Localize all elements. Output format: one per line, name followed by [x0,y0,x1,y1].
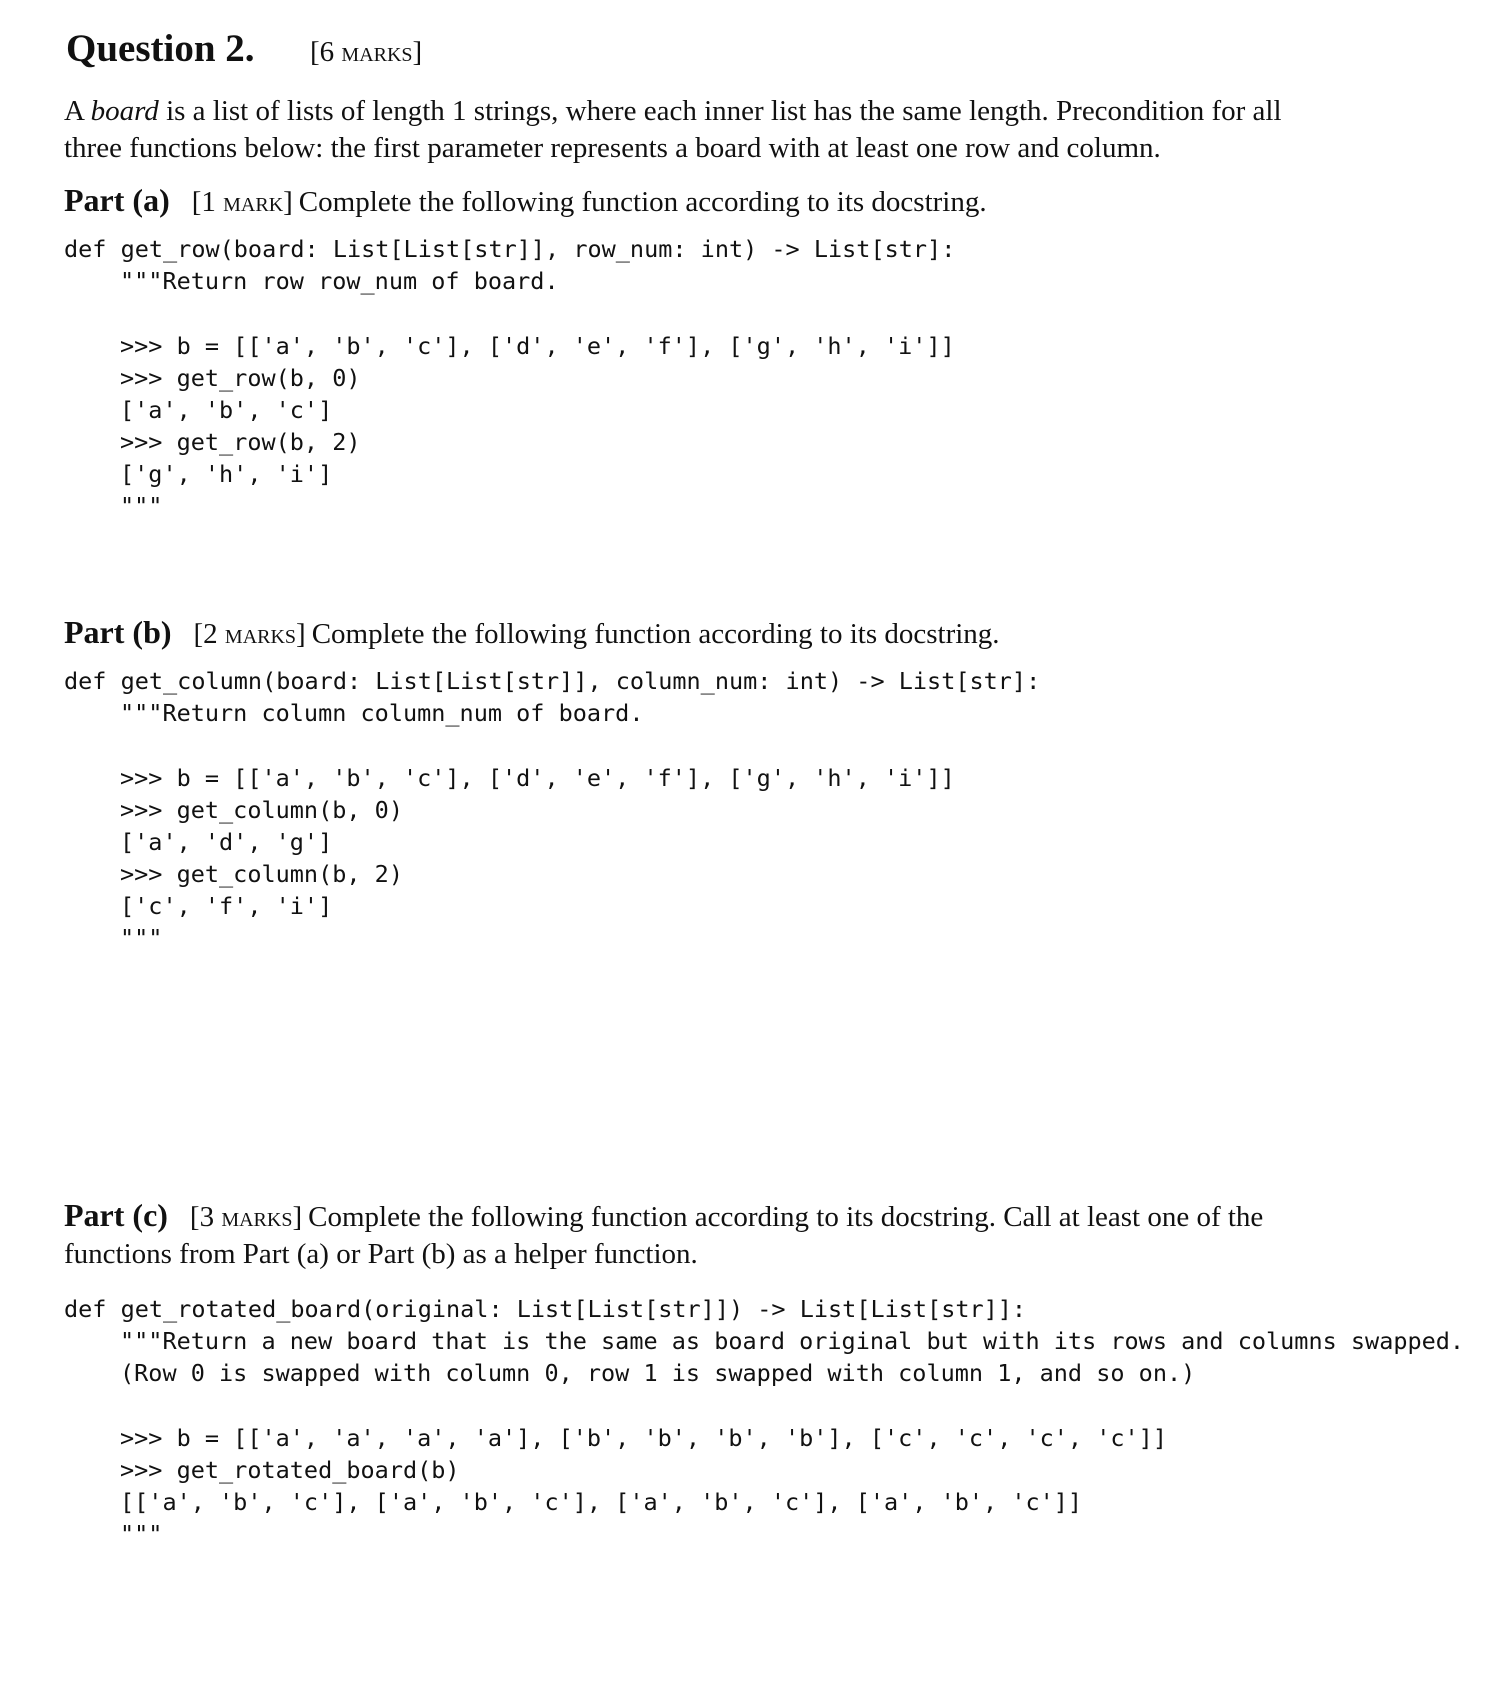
part-a-description: Complete the following function according to its docstring. [298,186,987,218]
part-a-docstring-end: """ [120,492,163,520]
part-b-example-line: >>> b = [['a', 'b', 'c'], ['d', 'e', 'f'], ['g', 'h', 'i']] [120,764,955,792]
question-title: Question 2. [66,27,255,70]
part-c-heading [64,1195,1263,1237]
question-marks: [6 marks] [310,36,423,68]
part-a-example-line: >>> get_row(b, 2) [120,428,361,456]
part-a-example-line: ['a', 'b', 'c'] [120,396,333,424]
part-c-docstring: """Return a new board that is the same as board original but with its rows and columns swapped. [120,1327,1465,1355]
part-c-description-line-2: functions from Part (a) or Part (b) as a helper function. [64,1238,698,1270]
part-a-docstring: """Return row row_num of board. [120,267,559,295]
intro-pre: A [64,95,91,127]
intro-post: is a list of lists of length 1 strings, where each inner list has the same length. Precondition for all [158,95,1282,127]
part-c-description: Complete the following function according to its docstring. Call at least one of the [308,1201,1264,1233]
part-c-example-line: >>> get_rotated_board(b) [120,1456,460,1484]
part-a-title: Part (a) [64,182,170,218]
part-b-signature: def get_column(board: List[List[str]], column_num: int) -> List[str]: [64,667,1041,695]
part-b-heading [64,612,1000,654]
part-c-docstring-line-2: (Row 0 is swapped with column 0, row 1 is swapped with column 1, and so on.) [120,1359,1196,1387]
part-b-example-line: >>> get_column(b, 2) [120,860,403,888]
intro-line-1 [64,93,1282,130]
intro-emphasis: board [90,95,159,127]
part-a-example-line: ['g', 'h', 'i'] [120,460,333,488]
part-b-docstring-end: """ [120,924,163,952]
part-c-example-line: >>> b = [['a', 'a', 'a', 'a'], ['b', 'b', 'b', 'b'], ['c', 'c', 'c', 'c']] [120,1424,1167,1452]
part-b-title: Part (b) [64,614,172,650]
part-a-example-line: >>> get_row(b, 0) [120,364,361,392]
part-b-description: Complete the following function according to its docstring. [311,618,1000,650]
part-b-example-line: ['c', 'f', 'i'] [120,892,333,920]
part-a-heading [64,180,987,222]
part-b-example-line: >>> get_column(b, 0) [120,796,403,824]
part-c-example-line: [['a', 'b', 'c'], ['a', 'b', 'c'], ['a', 'b', 'c'], ['a', 'b', 'c']] [120,1488,1083,1516]
part-a-example-line: >>> b = [['a', 'b', 'c'], ['d', 'e', 'f'], ['g', 'h', 'i']] [120,332,955,360]
part-b-marks: [2 marks] [193,618,306,650]
part-a-signature: def get_row(board: List[List[str]], row_num: int) -> List[str]: [64,235,956,263]
part-c-signature: def get_rotated_board(original: List[List[str]]) -> List[List[str]]: [64,1295,1027,1323]
part-c-marks: [3 marks] [189,1201,303,1233]
part-a-marks: [1 mark] [191,186,293,218]
part-c-title: Part (c) [64,1197,168,1233]
part-b-example-line: ['a', 'd', 'g'] [120,828,333,856]
part-c-docstring-end: """ [120,1520,163,1548]
intro-line-2: three functions below: the first parameter represents a board with at least one row and column. [64,132,1161,164]
part-b-docstring: """Return column column_num of board. [120,699,644,727]
